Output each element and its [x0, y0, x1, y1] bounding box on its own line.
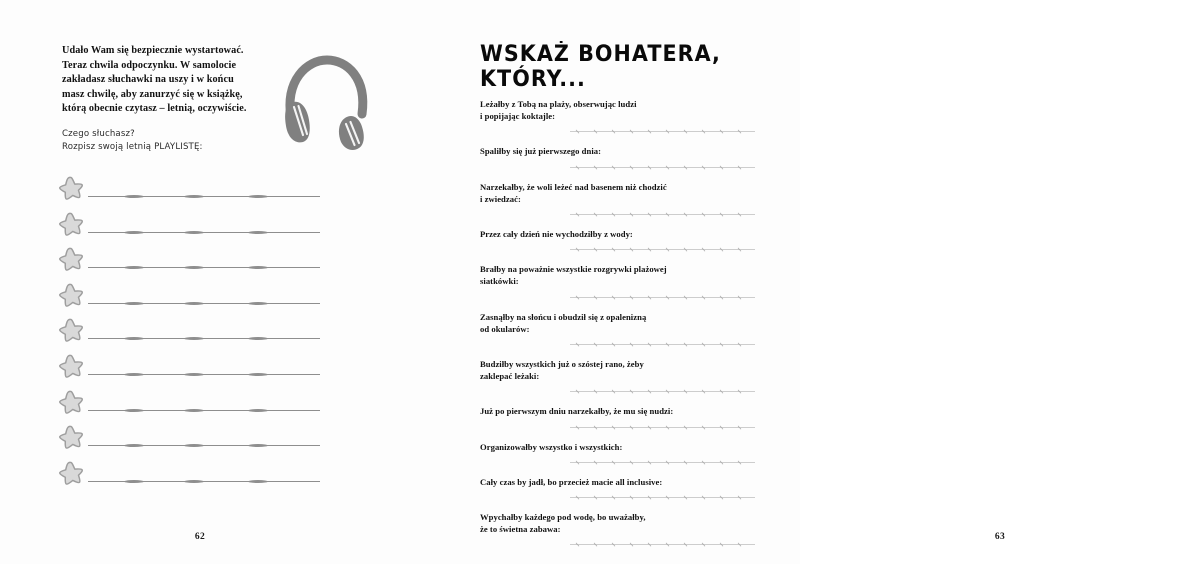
question-item — [480, 181, 780, 217]
playlist-write-line[interactable] — [88, 479, 320, 484]
playlist-row[interactable] — [58, 283, 358, 319]
question-item — [480, 145, 780, 169]
question-line: Przez cały dzień nie wychodziłby z wody: — [480, 229, 633, 240]
star-icon — [58, 212, 84, 238]
right-page — [400, 0, 1006, 564]
answer-write-line[interactable] — [570, 165, 755, 170]
question-line: że to świetna zabawa: — [480, 524, 561, 535]
question-line: i zwiedzać: — [480, 193, 521, 204]
question-item — [480, 511, 780, 547]
playlist-write-line[interactable] — [88, 301, 320, 306]
question-item — [480, 358, 780, 394]
star-icon — [58, 425, 84, 451]
playlist-write-line[interactable] — [88, 265, 320, 270]
answer-write-line[interactable] — [570, 295, 755, 300]
question-list — [480, 98, 780, 558]
playlist-write-line[interactable] — [88, 194, 320, 199]
question-line: Organizowałby wszystko i wszystkich: — [480, 441, 623, 452]
playlist-row[interactable] — [58, 247, 358, 283]
question-line: od okularów: — [480, 323, 530, 334]
page-title-line-1: WSKAŻ BOHATERA, — [480, 42, 721, 67]
question-line: Leżałby z Tobą na plaży, obserwując ludzi — [480, 99, 637, 109]
question-line: Narzekałby, że woli leżeć nad basenem niż chodzić — [480, 181, 667, 192]
playlist-row[interactable] — [58, 176, 358, 212]
page-title — [480, 42, 780, 92]
playlist-row[interactable] — [58, 318, 358, 354]
question-line: Zasnąłby na słońcu i obudził się z opalenizną — [480, 311, 647, 322]
playlist-row[interactable] — [58, 212, 358, 248]
intro-line-2: zakładasz słuchawki na uszy i w końcu — [62, 74, 234, 86]
playlist-write-line[interactable] — [88, 372, 320, 377]
question-line: zaklepać leżaki: — [480, 371, 540, 382]
playlist-prompt-line-1: Czego słuchasz? — [62, 129, 135, 139]
answer-write-line[interactable] — [570, 460, 755, 465]
page-title-line-2: KTÓRY... — [480, 67, 586, 92]
intro-line-1: Teraz chwila odpoczynku. W samolocie — [62, 59, 237, 71]
question-line: Brałby na poważnie wszystkie rozgrywki plażowej — [480, 264, 667, 275]
question-line: i popijając koktajle: — [480, 111, 556, 122]
star-icon — [58, 247, 84, 273]
answer-write-line[interactable] — [570, 425, 755, 430]
question-line: Cały czas by jadł, bo przecież macie all inclusive: — [480, 476, 663, 487]
intro-line-4: którą obecnie czytasz – letnią, oczywiście. — [62, 103, 247, 115]
star-icon — [58, 176, 84, 202]
star-icon — [58, 461, 84, 487]
answer-write-line[interactable] — [570, 542, 755, 547]
star-icon — [58, 283, 84, 309]
playlist-row[interactable] — [58, 425, 358, 461]
answer-write-line[interactable] — [570, 342, 755, 347]
answer-write-line[interactable] — [570, 389, 755, 394]
question-line: Budziłby wszystkich już o szóstej rano, żeby — [480, 359, 644, 370]
question-item — [480, 311, 780, 347]
playlist-write-line[interactable] — [88, 336, 320, 341]
playlist-row[interactable] — [58, 461, 358, 497]
playlist-row[interactable] — [58, 354, 358, 390]
playlist-write-line[interactable] — [88, 230, 320, 235]
intro-line-3: masz chwilę, aby zanurzyć się w książkę, — [62, 88, 243, 100]
answer-write-line[interactable] — [570, 129, 755, 134]
playlist-write-line[interactable] — [88, 443, 320, 448]
playlist-prompt-line-2: Rozpisz swoją letnią PLAYLISTĘ: — [62, 142, 203, 153]
star-icon — [58, 354, 84, 380]
intro-paragraph — [62, 44, 277, 117]
playlist-write-line[interactable] — [88, 408, 320, 413]
left-page — [0, 0, 400, 564]
question-line: siatkówki: — [480, 276, 519, 287]
playlist-lines — [58, 176, 358, 496]
answer-write-line[interactable] — [570, 247, 755, 252]
question-item — [480, 263, 780, 299]
page-number-left: 62 — [194, 532, 206, 542]
headphones-icon — [283, 56, 369, 148]
question-line: Już po pierwszym dniu narzekałby, że mu się nudzi: — [480, 406, 674, 417]
question-item — [480, 441, 780, 465]
answer-write-line[interactable] — [570, 212, 755, 217]
question-line: Spaliłby się już pierwszego dnia: — [480, 146, 602, 157]
star-icon — [58, 390, 84, 416]
question-item — [480, 228, 780, 252]
question-item — [480, 98, 780, 134]
star-icon — [58, 318, 84, 344]
intro-line-0: Udało Wam się bezpiecznie wystartować. — [62, 45, 244, 56]
question-item — [480, 476, 780, 500]
playlist-row[interactable] — [58, 390, 358, 426]
playlist-prompt — [62, 128, 292, 154]
question-item — [480, 405, 780, 429]
question-line: Wpychałby każdego pod wodę, bo uważałby, — [480, 512, 646, 523]
page-number-right: 63 — [994, 532, 1006, 542]
answer-write-line[interactable] — [570, 495, 755, 500]
